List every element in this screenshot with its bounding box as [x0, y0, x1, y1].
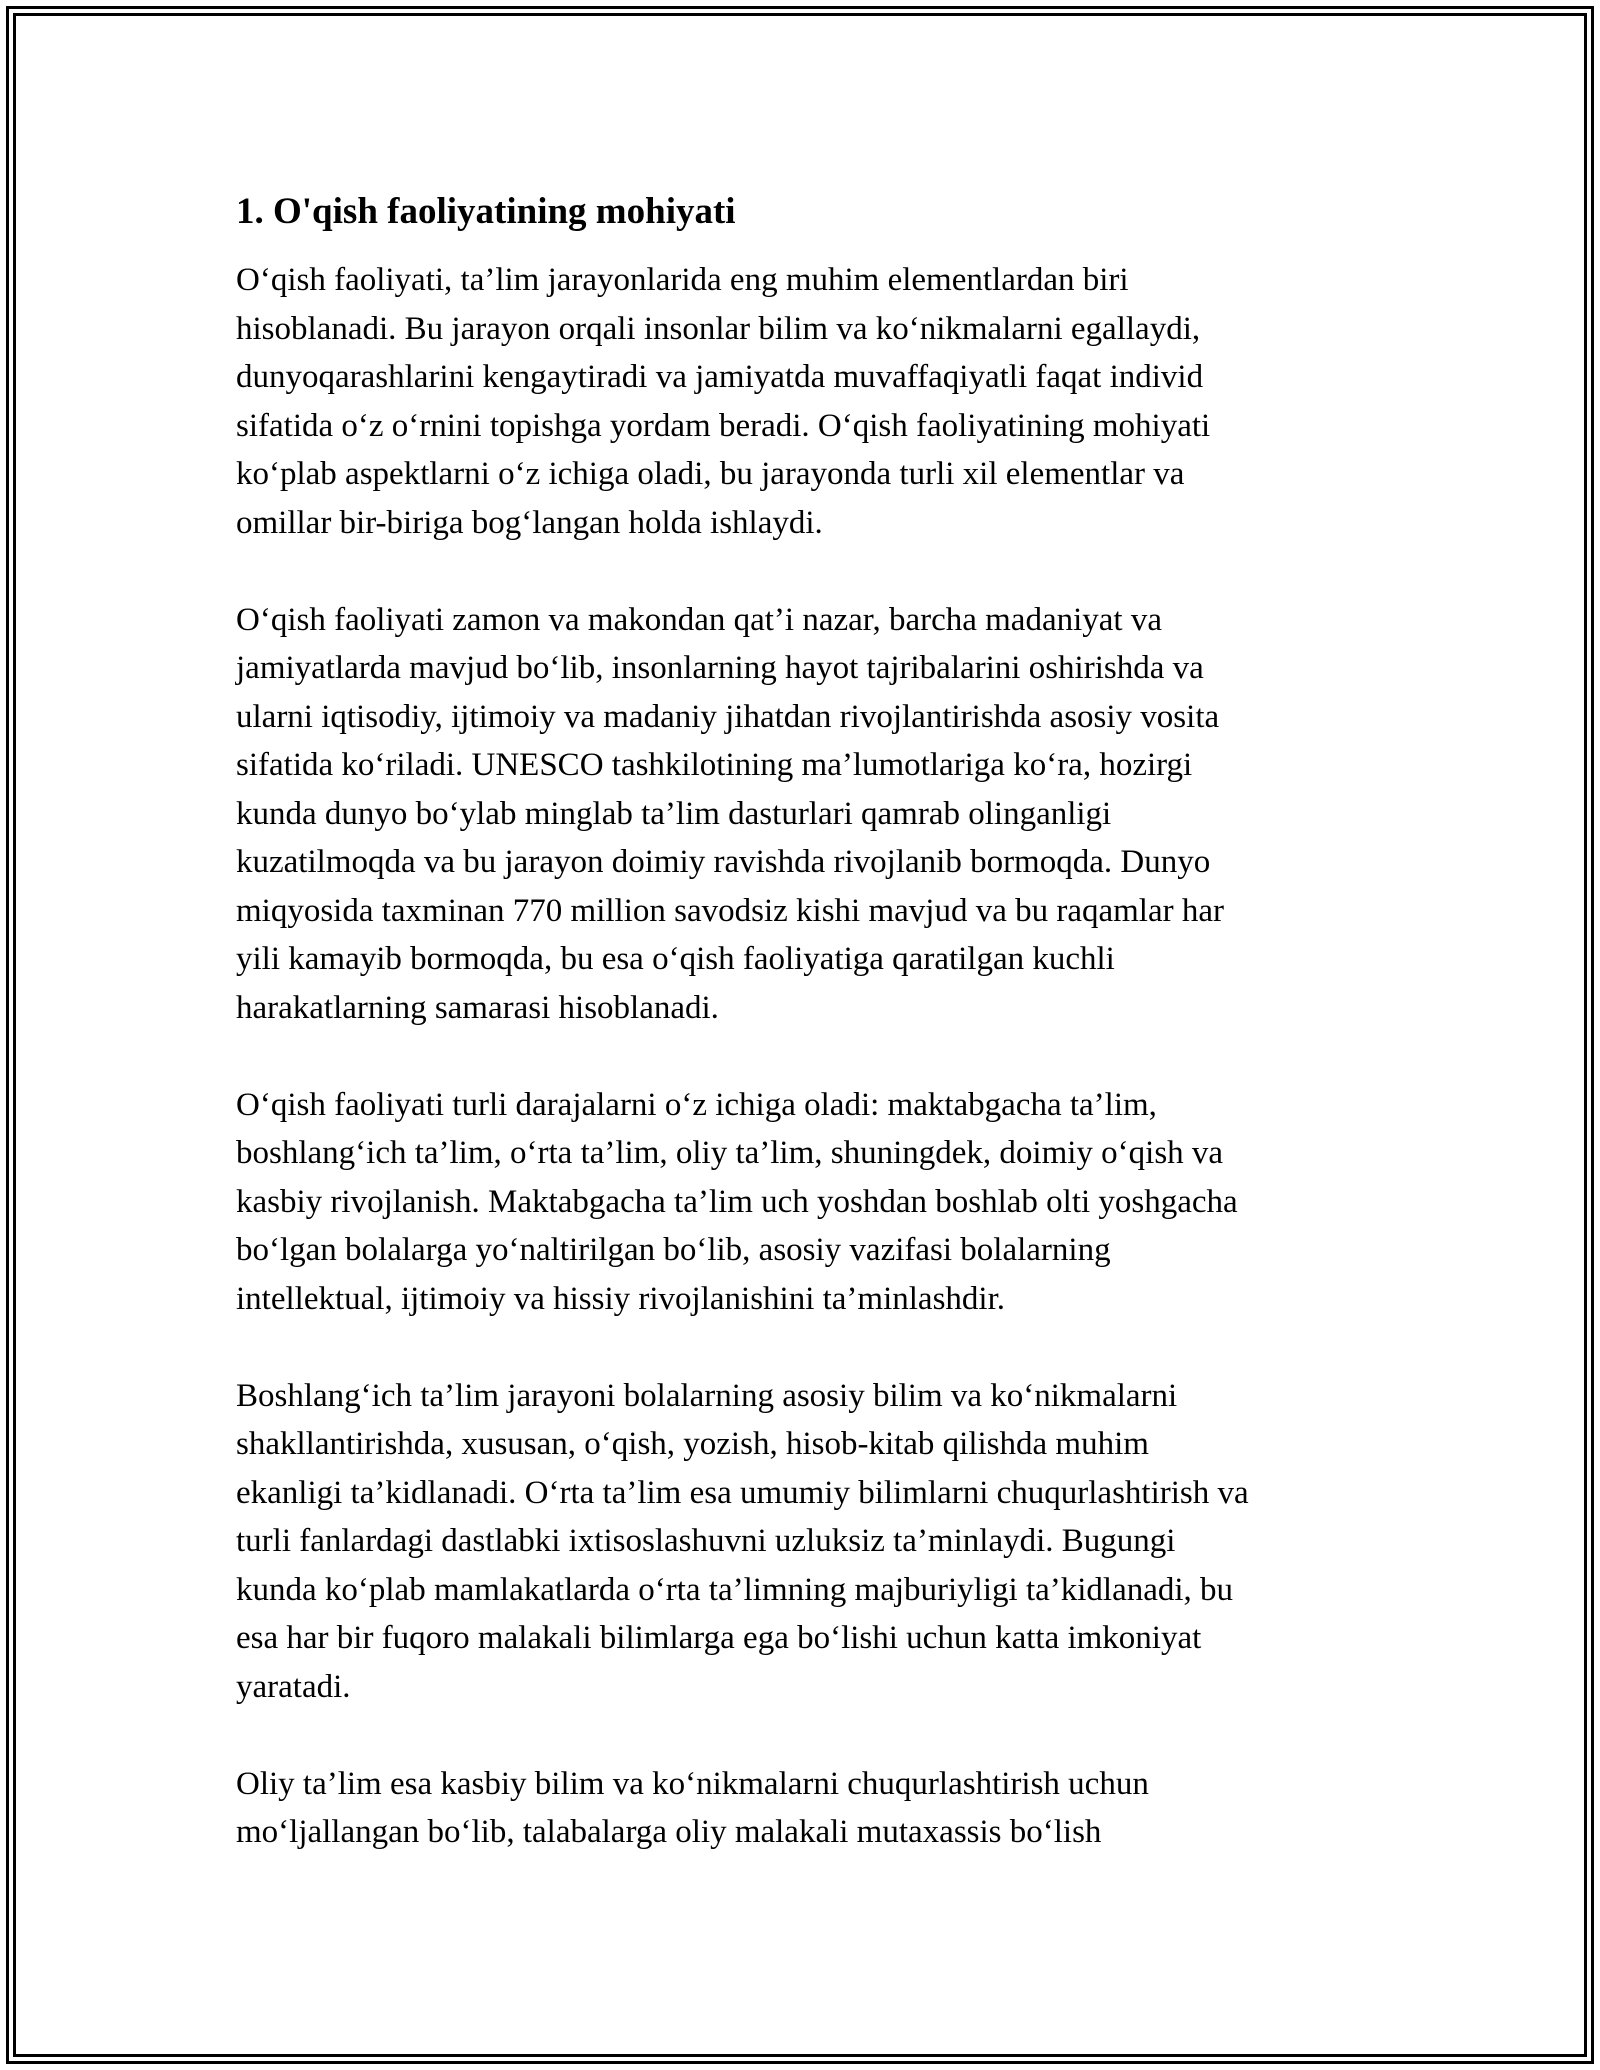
text-line: intellektual, ijtimoiy va hissiy rivojlanishini ta’minlashdir. — [236, 1280, 1006, 1317]
text-line: boshlang‘ich ta’lim, o‘rta ta’lim, oliy ta’lim, shuningdek, doimiy o‘qish va — [236, 1135, 1224, 1171]
text-line: sifatida ko‘riladi. UNESCO tashkilotining ma’lumotlariga ko‘ra, hozirgi — [236, 747, 1193, 783]
text-line: Boshlang‘ich ta’lim jarayoni bolalarning asosiy bilim va ko‘nikmalarni — [236, 1377, 1178, 1414]
paragraph-1 — [236, 256, 1416, 547]
text-line: jamiyatlarda mavjud bo‘lib, insonlarning hayot tajribalarini oshirishda va — [236, 650, 1204, 686]
text-line: dunyoqarashlarini kengaytiradi va jamiyatda muvaffaqiyatli faqat individ — [236, 359, 1204, 395]
text-line: shakllantirishda, xususan, o‘qish, yozish, hisob-kitab qilishda muhim — [236, 1426, 1149, 1462]
text-line: bo‘lgan bolalarga yo‘naltirilgan bo‘lib, asosiy vazifasi bolalarning — [236, 1232, 1111, 1268]
text-line: yaratadi. — [236, 1668, 351, 1705]
text-line: kuzatilmoqda va bu jarayon doimiy ravishda rivojlanib bormoqda. Dunyo — [236, 844, 1211, 880]
text-line: ko‘plab aspektlarni o‘z ichiga oladi, bu jarayonda turli xil elementlar va — [236, 456, 1185, 492]
text-line: omillar bir-biriga bog‘langan holda ishlaydi. — [236, 504, 823, 541]
text-line: kasbiy rivojlanish. Maktabgacha ta’lim uch yoshdan boshlab olti yoshgacha — [236, 1183, 1238, 1220]
text-line: hisoblanadi. Bu jarayon orqali insonlar bilim va ko‘nikmalarni egallaydi, — [236, 310, 1201, 347]
text-line: miqyosida taxminan 770 million savodsiz kishi mavjud va bu raqamlar har — [236, 892, 1224, 929]
paragraph-3 — [236, 1081, 1416, 1324]
text-line: O‘qish faoliyati zamon va makondan qat’i nazar, barcha madaniyat va — [236, 601, 1162, 638]
text-line: ekanligi ta’kidlanadi. O‘rta ta’lim esa umumiy bilimlarni chuqurlashtirish va — [236, 1474, 1249, 1511]
text-line: O‘qish faoliyati, ta’lim jarayonlarida eng muhim elementlardan biri — [236, 262, 1129, 298]
paragraph-2 — [236, 596, 1416, 1033]
text-line: ularni iqtisodiy, ijtimoiy va madaniy jihatdan rivojlantirishda asosiy vosita — [236, 698, 1220, 735]
text-line: mo‘ljallangan bo‘lib, talabalarga oliy malakali mutaxassis bo‘lish — [236, 1814, 1102, 1850]
text-line: Oliy ta’lim esa kasbiy bilim va ko‘nikmalarni chuqurlashtirish uchun — [236, 1765, 1149, 1802]
text-line: yili kamayib bormoqda, bu esa o‘qish faoliyatiga qaratilgan kuchli — [236, 941, 1115, 977]
text-line: O‘qish faoliyati turli darajalarni o‘z ichiga oladi: maktabgacha ta’lim, — [236, 1086, 1157, 1123]
text-line: harakatlarning samarasi hisoblanadi. — [236, 989, 719, 1026]
document-body — [236, 188, 1416, 1905]
section-heading: 1. O'qish faoliyatining mohiyati — [236, 191, 736, 232]
text-line: kunda ko‘plab mamlakatlarda o‘rta ta’limning majburiyligi ta’kidlanadi, bu — [236, 1571, 1234, 1608]
text-line: sifatida o‘z o‘rnini topishga yordam beradi. O‘qish faoliyatining mohiyati — [236, 407, 1211, 444]
text-line: turli fanlardagi dastlabki ixtisoslashuvni uzluksiz ta’minlaydi. Bugungi — [236, 1523, 1176, 1559]
paragraph-5 — [236, 1760, 1416, 1857]
text-line: kunda dunyo bo‘ylab minglab ta’lim dasturlari qamrab olinganligi — [236, 795, 1112, 832]
paragraph-4 — [236, 1372, 1416, 1712]
text-line: esa har bir fuqoro malakali bilimlarga ega bo‘lishi uchun katta imkoniyat — [236, 1620, 1202, 1656]
